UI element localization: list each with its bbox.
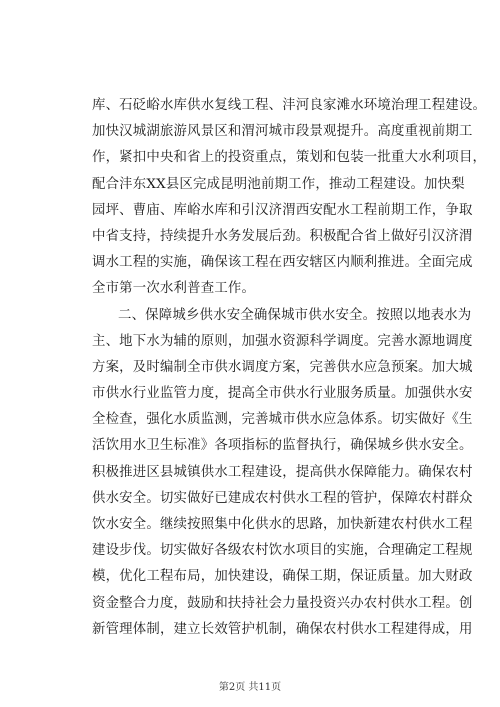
text-line: 园坪、曹庙、库峪水库和引汉济渭西安配水工程前期工作，争取 — [92, 202, 473, 218]
text-line: 配合沣东XX县区完成昆明池前期工作，推动工程建设。加快梨 — [92, 176, 465, 192]
section-heading-line: 二、保障城乡供水安全确保城市供水安全。按照以地表水为 — [118, 307, 472, 323]
text-line: 资金整合力度，鼓励和扶持社会力量投资兴办农村供水工程。创 — [92, 595, 473, 611]
text-line: 新管理体制，建立长效管护机制，确保农村供水工程建得成，用 — [92, 621, 473, 637]
text-line: 建设步伐。切实做好各级农村饮水项目的实施，合理确定工程规 — [92, 543, 473, 559]
document-body — [92, 93, 487, 643]
text-line: 积极推进区县城镇供水工程建设，提高供水保障能力。确保农村 — [92, 464, 473, 480]
text-line: 方案，及时编制全市供水调度方案，完善供水应急预案。加大城 — [92, 359, 473, 375]
text-line: 主、地下水为辅的原则，加强水资源科学调度。完善水源地调度 — [92, 333, 473, 349]
text-line: 市供水行业监管力度，提高全市供水行业服务质量。加强供水安 — [92, 386, 473, 402]
text-line: 全市第一次水利普查工作。 — [92, 281, 256, 297]
text-line: 加快汉城湖旅游风景区和渭河城市段景观提升。高度重视前期工 — [92, 124, 473, 140]
text-line: 中省支持，持续提升水务发展后劲。积极配合省上做好引汉济渭 — [92, 228, 473, 244]
text-line: 全检查，强化水质监测，完善城市供水应急体系。切实做好《生 — [92, 412, 473, 428]
text-line: 库、石砭峪水库供水复线工程、沣河良家滩水环境治理工程建设。 — [92, 98, 487, 113]
text-line: 模，优化工程布局，加快建设，确保工期，保证质量。加大财政 — [92, 569, 473, 585]
text-line: 调水工程的实施，确保该工程在西安辖区内顺利推进。全面完成 — [92, 255, 473, 271]
text-line: 饮水安全。继续按照集中化供水的思路，加快新建农村供水工程 — [92, 517, 473, 532]
text-line: 活饮用水卫生标准》各项指标的监督执行，确保城乡供水安全。 — [92, 438, 473, 454]
text-line: 供水安全。切实做好已建成农村供水工程的管护，保障农村群众 — [92, 490, 473, 506]
text-line: 作，紧扣中央和省上的投资重点，策划和包装一批重大水利项目， — [92, 150, 487, 166]
page-number-footer: 第2页 共11页 — [218, 682, 282, 693]
